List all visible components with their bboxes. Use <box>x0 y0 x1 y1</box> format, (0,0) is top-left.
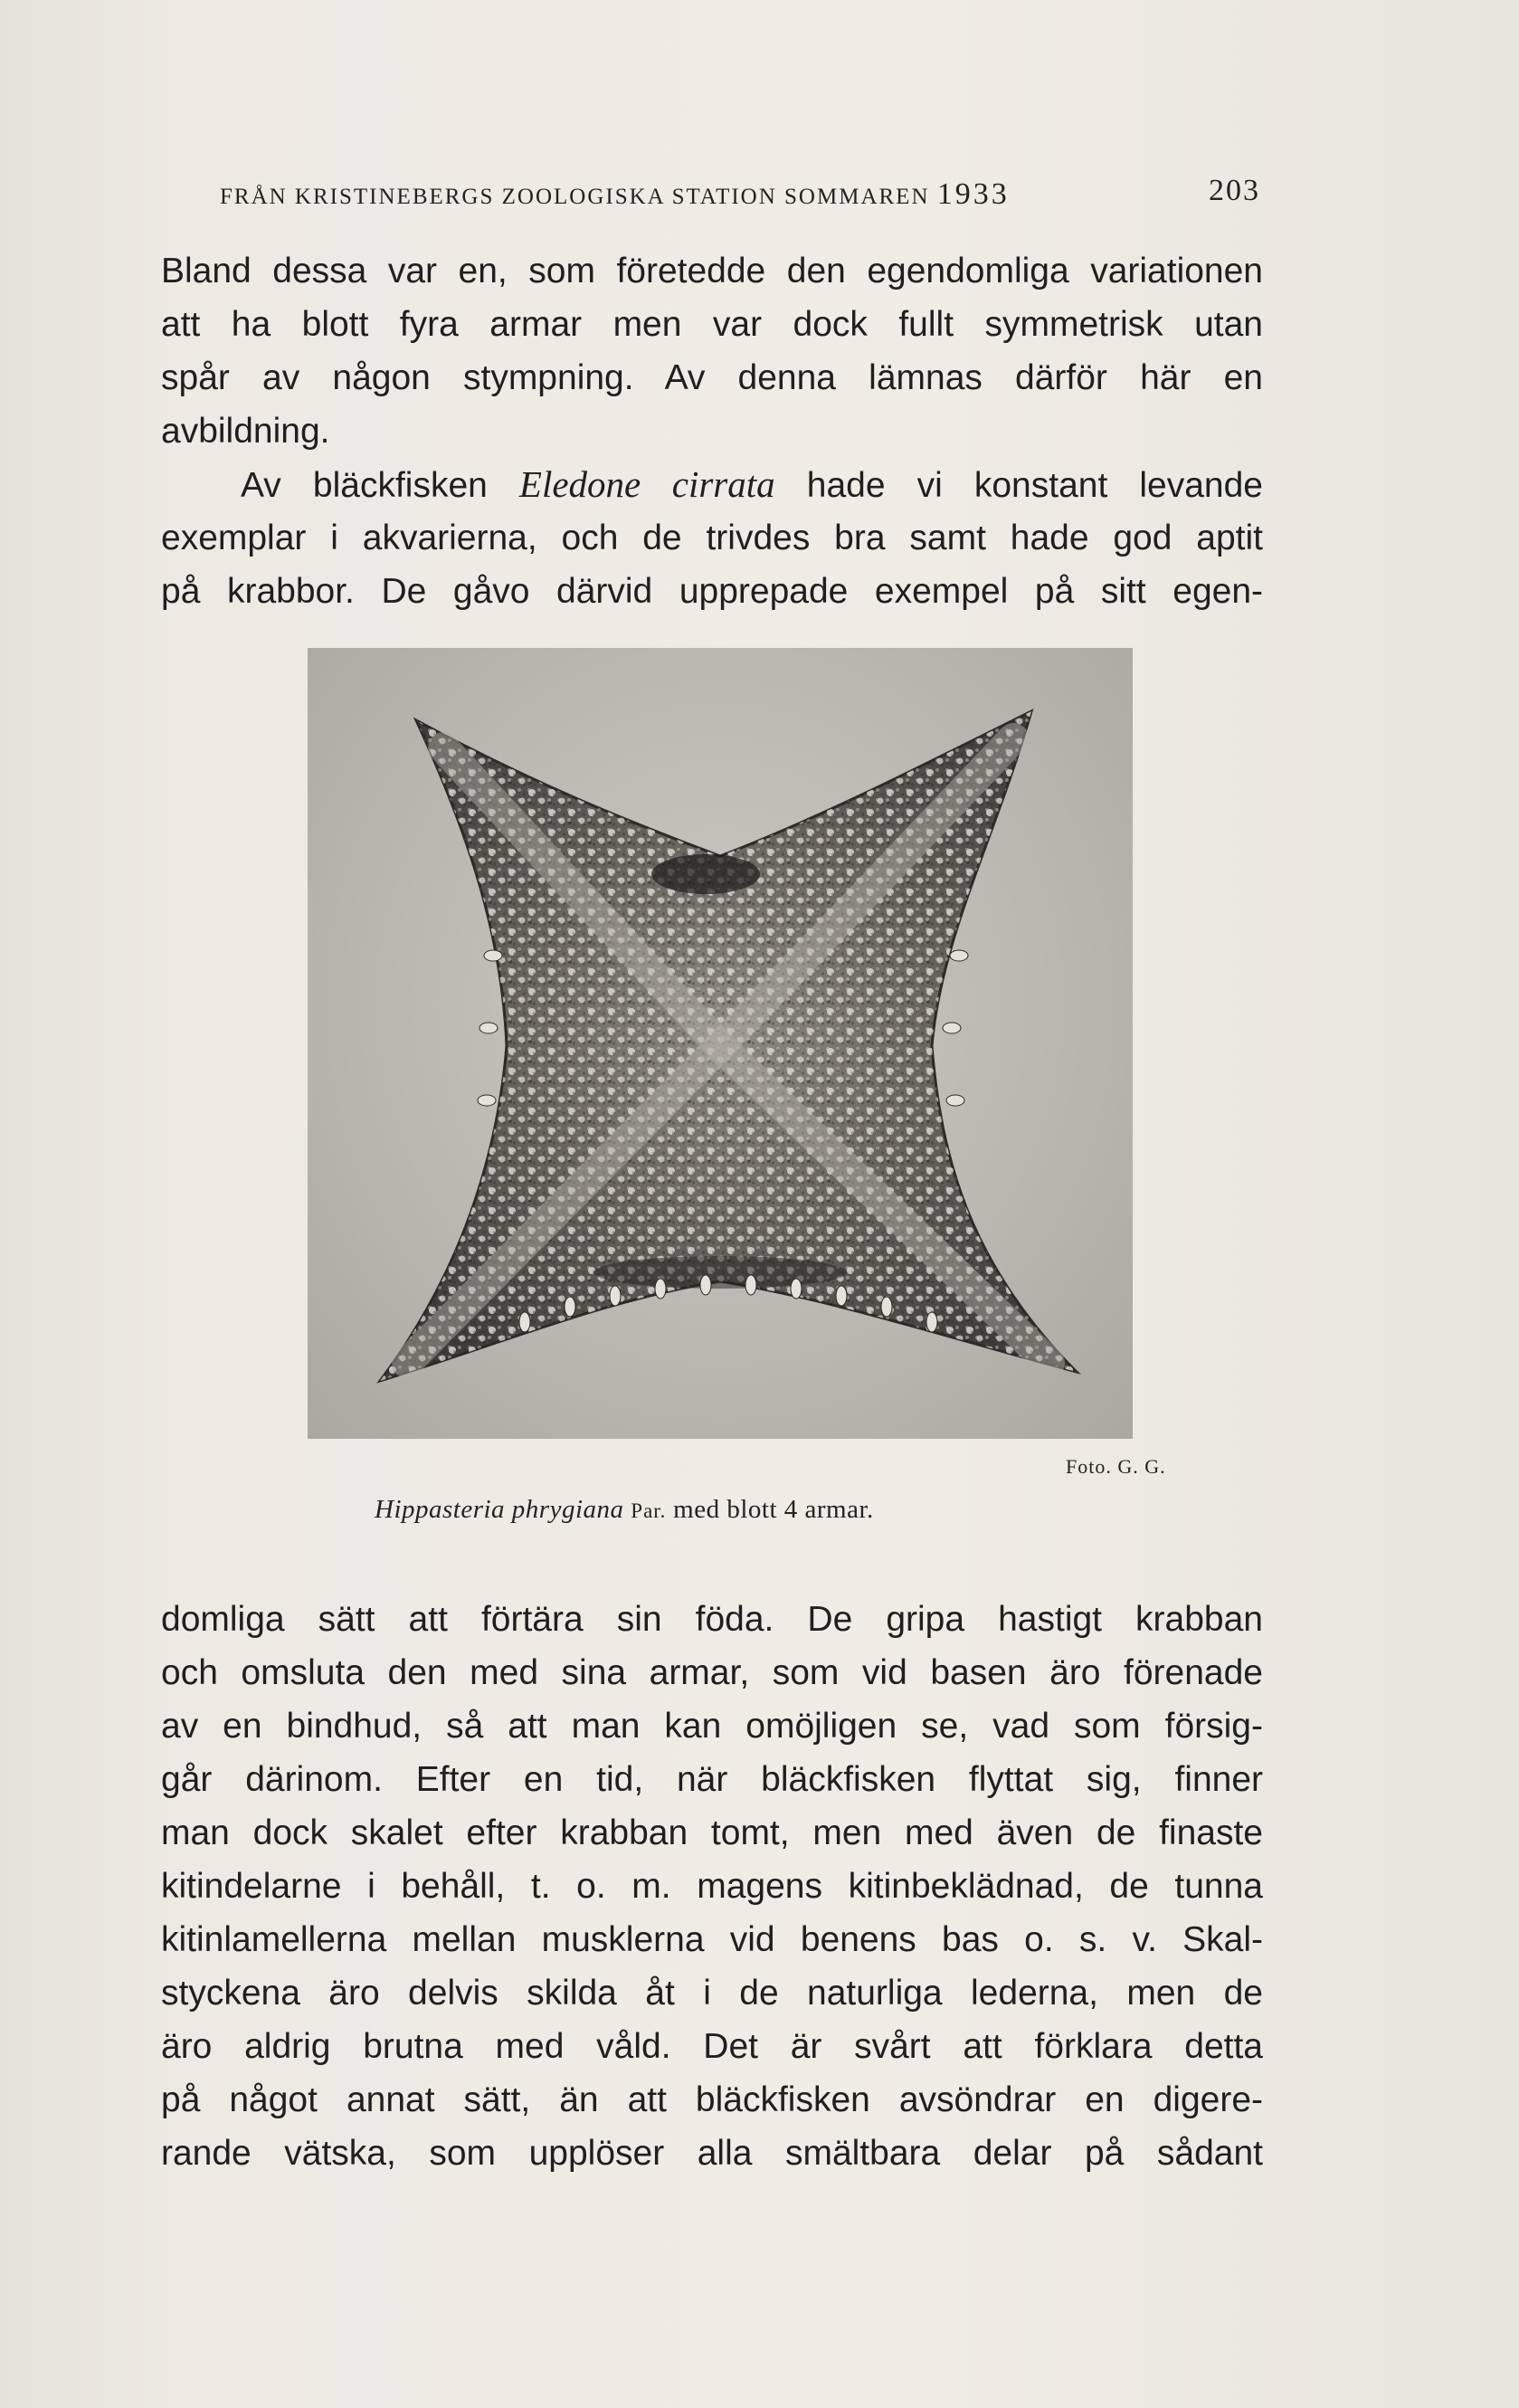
text-line: rande vätska, som upplöser alla smältbara delar på sådant <box>161 2134 1263 2173</box>
text-line: att ha blott fyra armar men var dock fullt symmetrisk utan <box>161 305 1263 344</box>
text-line: kitinlamellerna mellan musklerna vid benens bas o. s. v. Skal- <box>161 1920 1263 1959</box>
text-line: exemplar i akvarierna, och de trivdes bra samt hade god aptit <box>161 519 1263 557</box>
caption-species: Hippasteria phrygiana <box>375 1495 624 1524</box>
caption-author: Par. <box>631 1499 667 1522</box>
text-line: Bland dessa var en, som företedde den egendomliga variationen <box>161 252 1263 290</box>
text-line: avbildning. <box>161 412 330 451</box>
species-name: Eledone cirrata <box>518 463 775 505</box>
paragraph-2 <box>161 458 1263 618</box>
starfish-photograph <box>308 648 1133 1439</box>
text-line: domliga sätt att förtära sin föda. De gripa hastigt krabban <box>161 1600 1263 1639</box>
running-head-title: FRÅN KRISTINEBERGS ZOOLOGISKA STATION SOMMAREN 1933 <box>220 177 1010 211</box>
caption-text: med blott 4 armar. <box>666 1495 874 1524</box>
text-line: och omsluta den med sina armar, som vid basen äro förenade <box>161 1653 1263 1692</box>
text-line: styckena äro delvis skilda åt i de naturliga lederna, men de <box>161 1974 1263 2013</box>
running-head <box>220 174 1260 210</box>
text-line: på något annat sätt, än att bläckfisken avsöndrar en digere- <box>161 2080 1263 2119</box>
text-line: man dock skalet efter krabban tomt, men med även de finaste <box>161 1813 1263 1852</box>
text-line: spår av någon stympning. Av denna lämnas därför här en <box>161 358 1263 397</box>
paragraph-3 <box>161 1593 1263 2180</box>
text-line: Av bläckfisken Eledone cirrata hade vi konstant levande <box>241 463 1263 505</box>
text-line: på krabbor. De gåvo därvid upprepade exempel på sitt egen- <box>161 572 1263 611</box>
text-line: kitindelarne i behåll, t. o. m. magens kitinbeklädnad, de tunna <box>161 1867 1263 1906</box>
starfish-illustration <box>308 648 1133 1439</box>
paragraph-1 <box>161 244 1263 458</box>
text-line: äro aldrig brutna med våld. Det är svårt att förklara detta <box>161 2027 1263 2066</box>
figure-caption <box>375 1495 874 1525</box>
photo-credit: Foto. G. G. <box>1066 1455 1166 1478</box>
page-number: 203 <box>1209 174 1260 207</box>
text-line: går därinom. Efter en tid, när bläckfisken flyttat sig, finner <box>161 1760 1263 1799</box>
running-head-year: 1933 <box>936 177 1010 211</box>
text-line: av en bindhud, så att man kan omöjligen se, vad som försig- <box>161 1707 1263 1746</box>
